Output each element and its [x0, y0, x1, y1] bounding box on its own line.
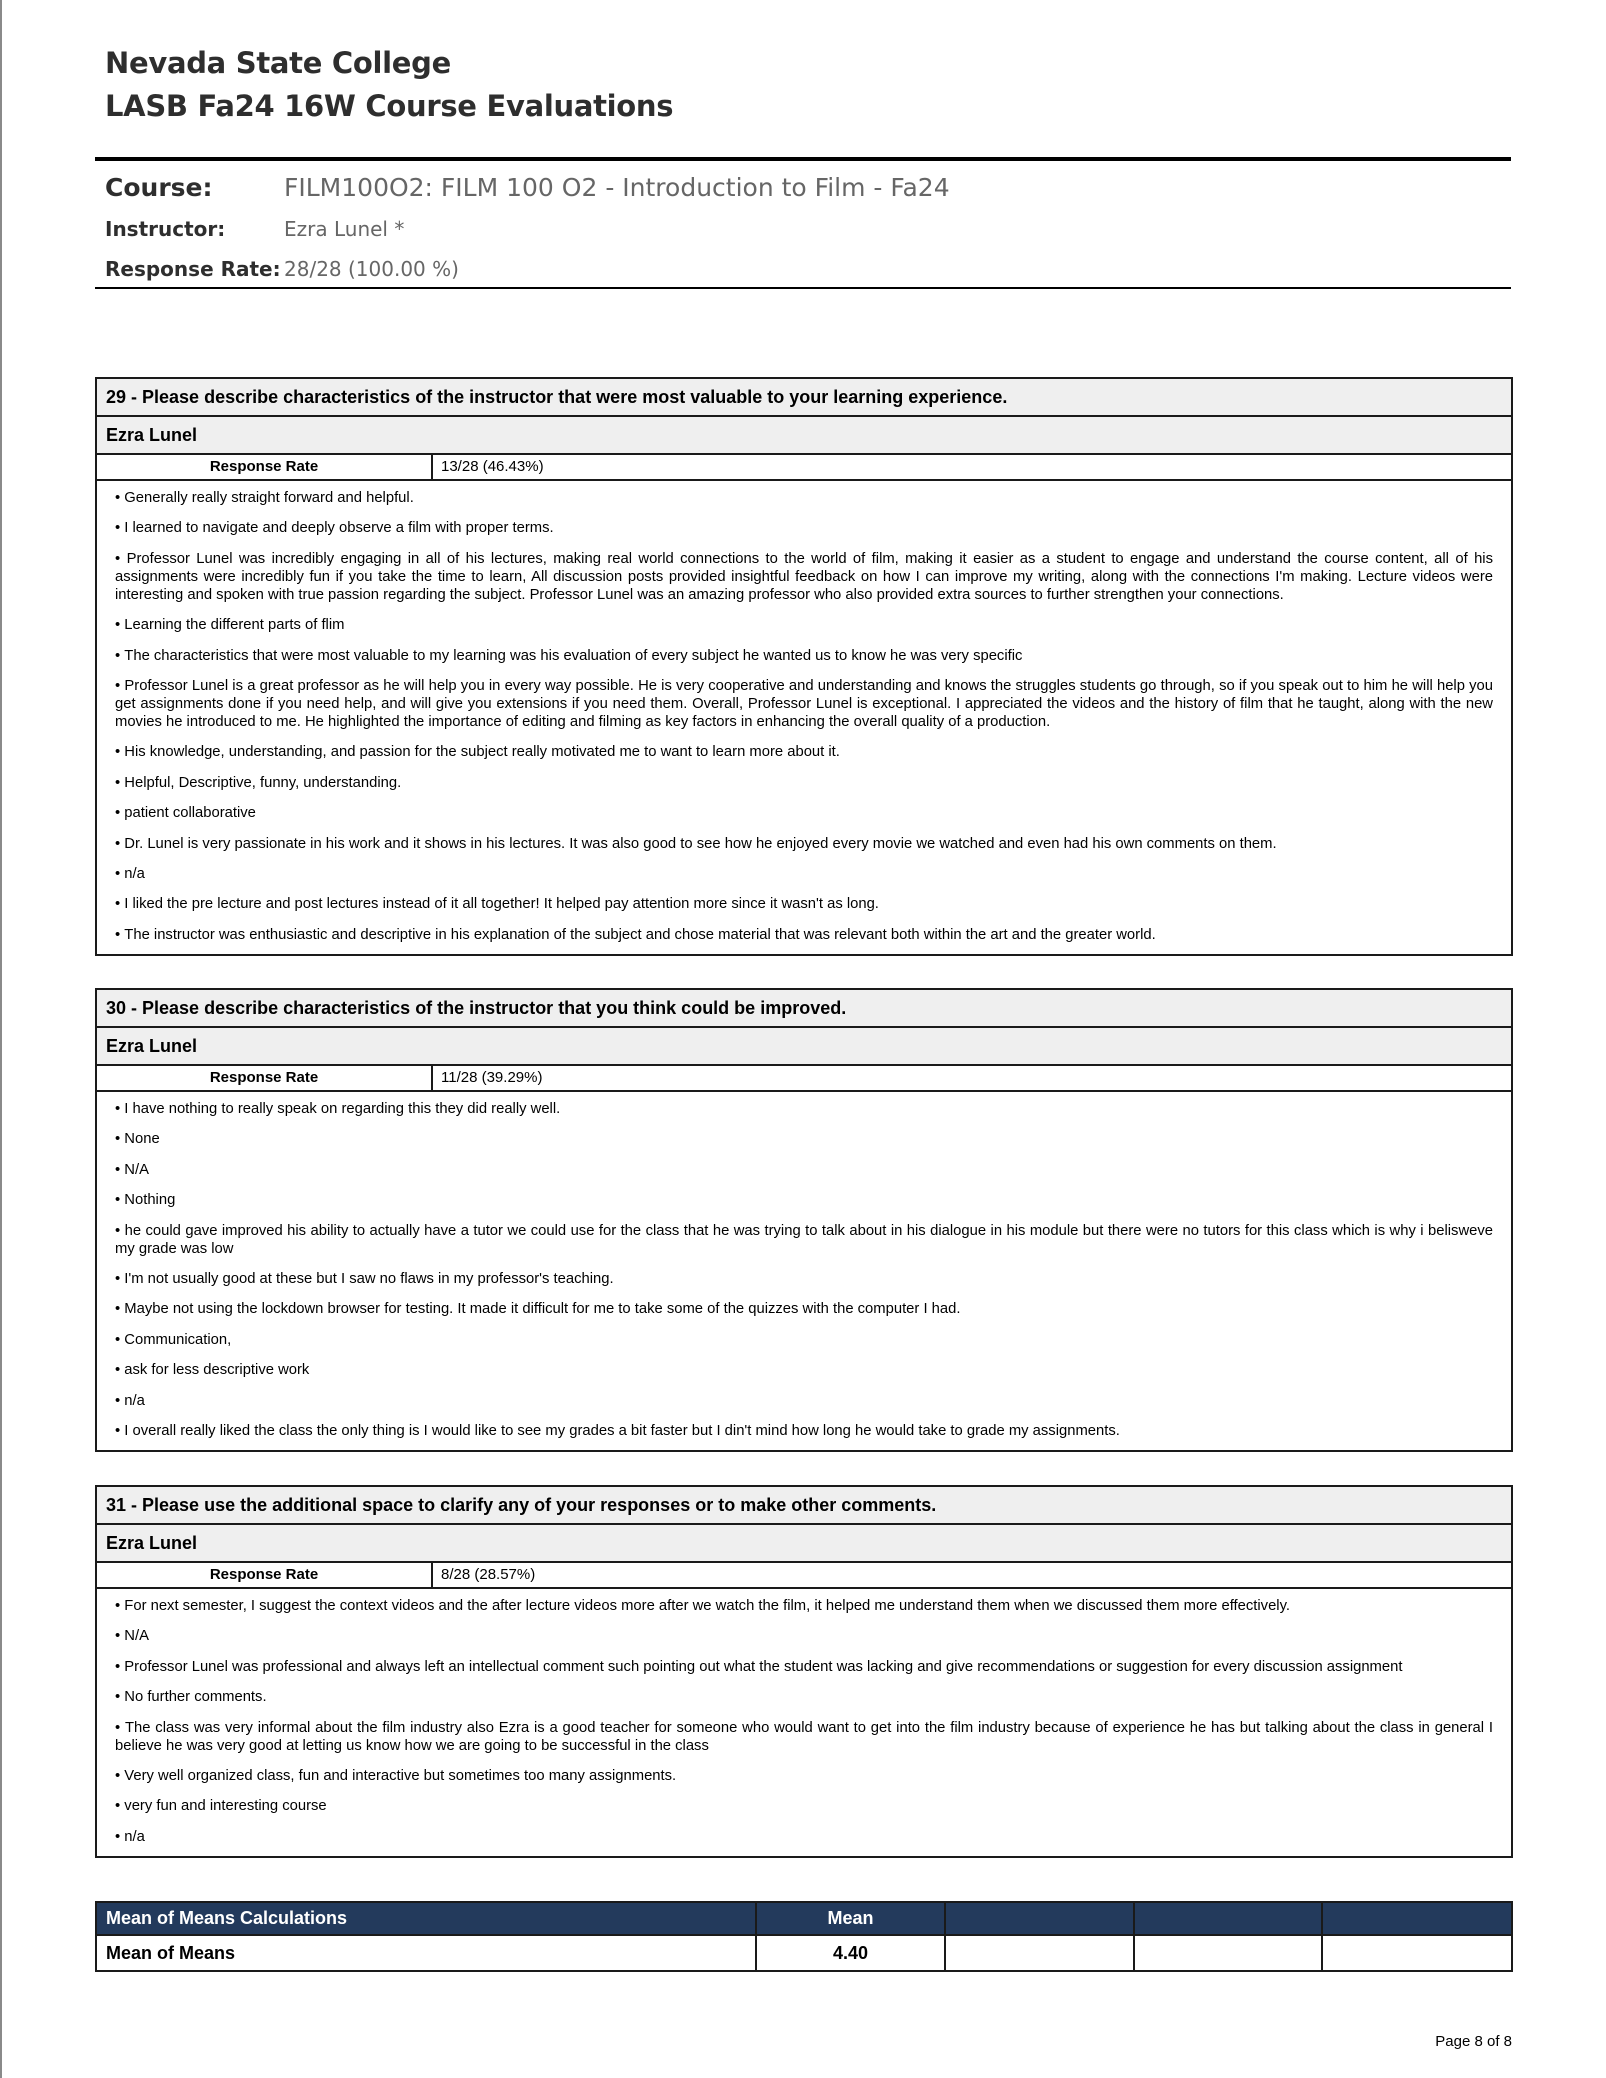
question-31-box: [95, 1485, 1513, 1858]
comment-list: [97, 1589, 1511, 1856]
comment-item: • I liked the pre lecture and post lectures instead of it all together! It helped pay attention more since it wasn't as long.: [115, 895, 1493, 913]
comment-item: • he could gave improved his ability to actually have a tutor we could use for the class that he was trying to talk about in his dialogue in his module but there were no tutors for this class which is why i beliswevе my grade was low: [115, 1222, 1493, 1258]
comment-list: [97, 481, 1511, 954]
response-rate-label: Response Rate: [97, 1563, 433, 1587]
comment-item: • Learning the different parts of flim: [115, 616, 1493, 634]
empty-cell: [945, 1902, 1134, 1935]
instructor-value: Ezra Lunel *: [284, 217, 405, 241]
comment-item: • n/a: [115, 865, 1493, 883]
empty-cell: [945, 1935, 1134, 1971]
question-title: 31 - Please use the additional space to clarify any of your responses or to make other comments.: [97, 1487, 1511, 1525]
mean-header-mean: Mean: [756, 1902, 945, 1935]
question-response-rate: [97, 455, 1511, 481]
comment-item: • Generally really straight forward and helpful.: [115, 489, 1493, 507]
empty-cell: [1134, 1935, 1323, 1971]
comment-item: • The instructor was enthusiastic and descriptive in his explanation of the subject and chose material that was relevant both within the art and the greater world.: [115, 926, 1493, 944]
comment-item: • Professor Lunel is a great professor as he will help you in every way possible. He is very cooperative and understanding and knows the struggles students go through, so if you speak out to him he will help you get assignments done if you need help, and will give you extensions if you need them. Overall, Professor Lunel is exceptional. I appreciated the videos and the history of film that he taught, along with the new movies he introduced to me. He highlighted the importance of editing and filming as key factors in enhancing the overall quality of a production.: [115, 677, 1493, 731]
question-29-box: [95, 377, 1513, 956]
page-number: Page 8 of 8: [1435, 2033, 1512, 2050]
response-rate-label: Response Rate: [97, 455, 433, 479]
empty-cell: [1134, 1902, 1323, 1935]
mean-table-row: [96, 1935, 1512, 1971]
question-title: 29 - Please describe characteristics of the instructor that were most valuable to your learning experience.: [97, 379, 1511, 417]
comment-item: • Professor Lunel was professional and always left an intellectual comment such pointing out what the student was lacking and give recommendations or suggestion for every discussion assignment: [115, 1658, 1493, 1676]
question-instructor: Ezra Lunel: [97, 417, 1511, 455]
comment-item: • Professor Lunel was incredibly engaging in all of his lectures, making real world connections to the world of film, making it easier as a student to engage and understand the course content, all of his assignments were incredibly fun if you take the time to learn, All discussion posts provided insightful feedback on how I can improve my writing, along with the connections I'm making. Lecture videos were interesting and spoken with true passion regarding the subject. Professor Lunel was an amazing professor who also provided extra sources to further strengthen your connections.: [115, 550, 1493, 604]
comment-item: • I learned to navigate and deeply observe a film with proper terms.: [115, 519, 1493, 537]
response-rate-label: Response Rate: [97, 1066, 433, 1090]
response-rate-value: 13/28 (46.43%): [441, 458, 544, 475]
comment-item: • The class was very informal about the film industry also Ezra is a good teacher for someone who would want to get into the film industry because of experience he has but talking about the class in general I believe he was very good at letting us know how we are going to be successful in the class: [115, 1719, 1493, 1755]
mean-header-label: Mean of Means Calculations: [96, 1902, 756, 1935]
course-value: FILM100O2: FILM 100 O2 - Introduction to Film - Fa24: [284, 173, 950, 202]
comment-item: • patient collaborative: [115, 804, 1493, 822]
comment-item: • His knowledge, understanding, and passion for the subject really motivated me to want to learn more about it.: [115, 743, 1493, 761]
comment-item: • For next semester, I suggest the context videos and the after lecture videos more after we watch the film, it helped me understand them when we discussed them more effectively.: [115, 1597, 1493, 1615]
course-row: [105, 173, 950, 202]
course-info-block: [95, 157, 1511, 289]
comment-item: • Dr. Lunel is very passionate in his work and it shows in his lectures. It was also good to see how he enjoyed every movie we watched and even had his own comments on them.: [115, 835, 1493, 853]
institution-name: Nevada State College: [105, 46, 451, 80]
comment-list: [97, 1092, 1511, 1450]
comment-item: • n/a: [115, 1828, 1493, 1846]
mean-row-label: Mean of Means: [96, 1935, 756, 1971]
mean-table-header-row: [96, 1902, 1512, 1935]
comment-item: • I overall really liked the class the only thing is I would like to see my grades a bit faster but I din't mind how long he would take to grade my assignments.: [115, 1422, 1493, 1440]
comment-item: • I'm not usually good at these but I saw no flaws in my professor's teaching.: [115, 1270, 1493, 1288]
comment-item: • I have nothing to really speak on regarding this they did really well.: [115, 1100, 1493, 1118]
instructor-label: Instructor:: [105, 217, 226, 241]
question-instructor: Ezra Lunel: [97, 1525, 1511, 1563]
empty-cell: [1322, 1902, 1512, 1935]
comment-item: • n/a: [115, 1392, 1493, 1410]
mean-of-means-table: [95, 1901, 1513, 1972]
comment-item: • None: [115, 1130, 1493, 1148]
mean-row-value: 4.40: [756, 1935, 945, 1971]
comment-item: • No further comments.: [115, 1688, 1493, 1706]
response-rate-value: 28/28 (100.00 %): [284, 257, 459, 281]
question-30-box: [95, 988, 1513, 1452]
question-response-rate: [97, 1066, 1511, 1092]
question-response-rate: [97, 1563, 1511, 1589]
response-rate-value: 11/28 (39.29%): [441, 1069, 543, 1086]
comment-item: • Nothing: [115, 1191, 1493, 1209]
report-header: [105, 42, 673, 128]
response-rate-value: 8/28 (28.57%): [441, 1566, 536, 1583]
page-edge: [0, 0, 2, 2078]
comment-item: • N/A: [115, 1161, 1493, 1179]
course-label: Course:: [105, 173, 213, 202]
response-rate-row: [105, 257, 459, 281]
question-title: 30 - Please describe characteristics of the instructor that you think could be improved.: [97, 990, 1511, 1028]
empty-cell: [1322, 1935, 1512, 1971]
comment-item: • ask for less descriptive work: [115, 1361, 1493, 1379]
comment-item: • Communication,: [115, 1331, 1493, 1349]
comment-item: • Maybe not using the lockdown browser for testing. It made it difficult for me to take some of the quizzes with the computer I had.: [115, 1300, 1493, 1318]
report-title: LASB Fa24 16W Course Evaluations: [105, 89, 674, 123]
question-instructor: Ezra Lunel: [97, 1028, 1511, 1066]
response-rate-label: Response Rate:: [105, 257, 281, 281]
comment-item: • Very well organized class, fun and interactive but sometimes too many assignments.: [115, 1767, 1493, 1785]
comment-item: • very fun and interesting course: [115, 1797, 1493, 1815]
instructor-row: [105, 217, 404, 241]
comment-item: • The characteristics that were most valuable to my learning was his evaluation of every subject he wanted us to know he was very specific: [115, 647, 1493, 665]
comment-item: • Helpful, Descriptive, funny, understanding.: [115, 774, 1493, 792]
comment-item: • N/A: [115, 1627, 1493, 1645]
